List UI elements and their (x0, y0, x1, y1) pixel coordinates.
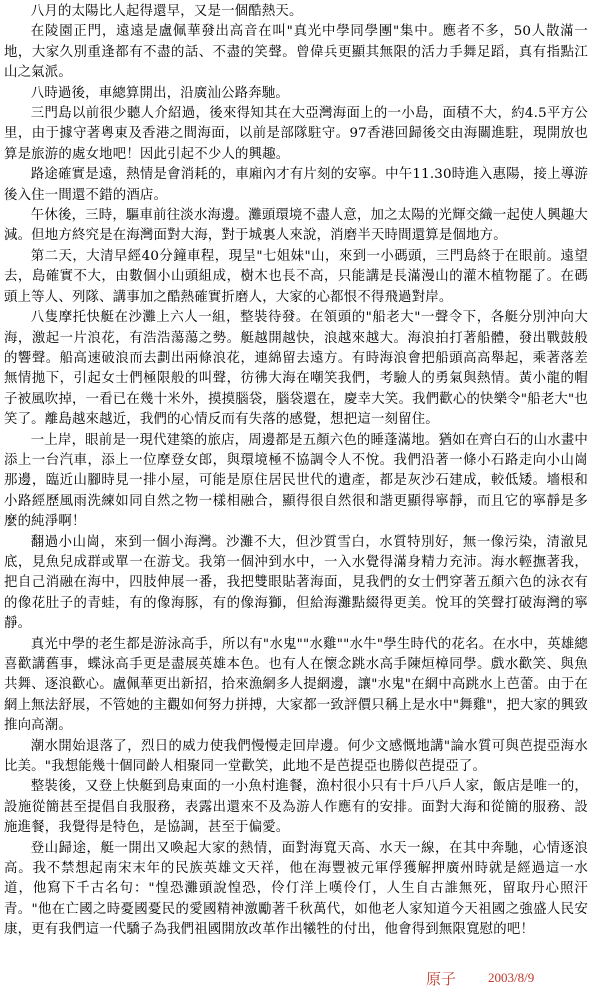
article-paragraph: 第二天，大清早經40分鐘車程，現呈"七姐妹"山，來到一小碼頭，三門島終于在眼前。遠望去，島確實不大，由數個小山頭組成，樹木也長不高，只能講是長滿漫山的灌木植物罷了。在碼頭上等人、列隊、講事加之酷熱確實折磨人，大家的心都恨不得飛過對岸。 (4, 248, 588, 305)
article-paragraph: 三門島以前很少聽人介紹過，後來得知其在大亞灣海面上的一小島，面積不大，約4.5平方公里，由于據守著粵東及香港之間海面，以前是部隊駐守。97香港回歸後交由海關進駐，現開放也算是旅游的處女地吧！因此引起不少人的興趣。 (4, 106, 588, 162)
article-paragraph: 在陵園正門，遠遠是盧佩華發出高音在叫"真光中學同學團"集中。應者不多，50人散滿一地，大家久別重逢都有不盡的話、不盡的笑聲。曾偉兵更顯其無限的活力手舞足蹈，真有指點江山之氣派。 (4, 24, 588, 81)
article-paragraph: 潮水開始退落了，烈日的威力使我們慢慢走回岸邊。何少文感慨地講"論水質可與芭提亞海水比美。"我想能幾十個同齡人相聚同一堂歡笑，此地不是芭提亞也勝似芭提亞了。 (4, 738, 588, 775)
article-paragraph: 登山歸途，艇一開出又喚起大家的熱情，面對海寬天高、水天一線，在其中奔馳，心情逐浪高。我不禁想起南宋末年的民族英雄文天祥，他在海豐被元軍俘獲解押廣州時就是經過這一水道，他寫下千古名句："惶恐灘頭說惶恐，伶仃洋上嘆伶仃，人生自古誰無死，留取丹心照汗青。"他在亡國之時憂國憂民的愛國精神激勵著千秋萬代，如他老人家知道今天祖國之強盛人民安康，更有我們這一代驕子為我們祖國開放改革作出犧牲的付出，他會得到無限寬慰的吧！ (4, 840, 588, 938)
article-paragraph: 真光中學的老生都是游泳高手，所以有"水鬼""水雞""水牛"學生時代的花名。在水中，英雄總喜歡講舊事，蝶泳高手更是盡展英雄本色。也有人在懷念跳水高手陳烜樟同學。戲水歡笑、與魚共舞、逐浪歡心。盧佩華更出新招，拾來漁網多人提網邊，讓"水鬼"在網中高跳水上芭蕾。由于在網上無法舒展，不管她的主觀如何努力拼搏，大家都一致評價只稱上是水中"舞雞"，把大家的興致推向高潮。 (4, 636, 588, 734)
article-paragraph: 路途確實是遠，熱情是會消耗的，車廂內才有片刻的安寧。中午11.30時進入惠陽，接上導游後入住一間還不錯的酒店。 (4, 167, 588, 203)
article-footer (0, 968, 592, 990)
article-paragraph: 八隻摩托快艇在沙灘上六人一組，整裝待發。在領頭的"船老大"一聲令下，各艇分別沖向大海，激起一片浪花，有浩浩蕩蕩之勢。艇越開越快，浪越來越大。海浪拍打著船體，發出戰鼓般的響聲。船高速破浪而去劃出兩條浪花，連綿留去遠方。有時海浪會把船頭高高舉起，乘著落差無情拋下，引起女士們極限般的叫聲，彷彿大海在嘲笑我們，考驗人的勇氣與熱情。黃小龍的帽子被風吹掉，一看已在幾十米外，摸摸腦袋，腦袋還在，慶幸大笑。我們歡心的快樂令"船老大"也笑了。離島越來越近，我們的心情反而有失落的感覺，想把這一刻留住。 (4, 310, 588, 428)
article-paragraph: 八月的太陽比人起得還早，又是一個酷熱天。 (30, 4, 303, 19)
article-body (4, 2, 588, 941)
article-paragraph: 八時過後，車總算開出，沿廣汕公路奔馳。 (30, 85, 290, 101)
article-paragraph: 午休後，三時，驅車前往淡水海邊。灘頭環境不盡人意，加之太陽的光輝交織一起使人興趣大減。但地方終究是在海灣面對大海，對于城裏人來說，消磨半天時間還算是個地方。 (4, 208, 589, 244)
article-date: 2003/8/9 (488, 970, 535, 985)
article-paragraph: 整裝後，又登上快艇到島東面的一小魚村進餐，漁村很小只有十戶八戶人家，飯店是唯一的，設施從簡甚至提倡自我服務，表露出還來不及為游人作應有的安排。面對大海和從簡的服務、設施進餐，我覺得是特色，是協調，甚至于偏愛。 (4, 779, 589, 836)
author-signature: 原子 (426, 970, 457, 988)
article-paragraph: 一上岸，眼前是一現代建築的旅店，周邊都是五顏六色的睡蓬滿地。猶如在齊白石的山水畫中添上一台汽車，添上一位摩登女郎，與環境極不協調令人不悅。我們沿著一條小石路走向小山崗那邊，臨近山腳時見一排小屋，可能是原住居民世代的遺產，都是灰沙石建成，較低矮。墻根和小路經歷風雨洗練如同自然之物一樣相融合，顯得很自然很和諧更顯得寧靜，而且它的寧靜是多麼的純淨啊！ (4, 432, 589, 530)
article-paragraph: 翻過小山崗，來到一個小海灣。沙灘不大，但沙質雪白，水質特別好，無一像污染，清澈見底，見魚兒成群或單一在游戈。我第一個沖到水中，一入水覺得滿身精力充沛。海水輕撫著我，把自己消融在海中，四肢伸展一番，我把雙眼貼著海面，見我們的女士們穿著五顏六色的泳衣有的像花肚子的青蛙，有的像海豚，有的像海獅，但給海灘點綴得更美。悅耳的笑聲打破海灣的寧靜。 (4, 534, 588, 632)
